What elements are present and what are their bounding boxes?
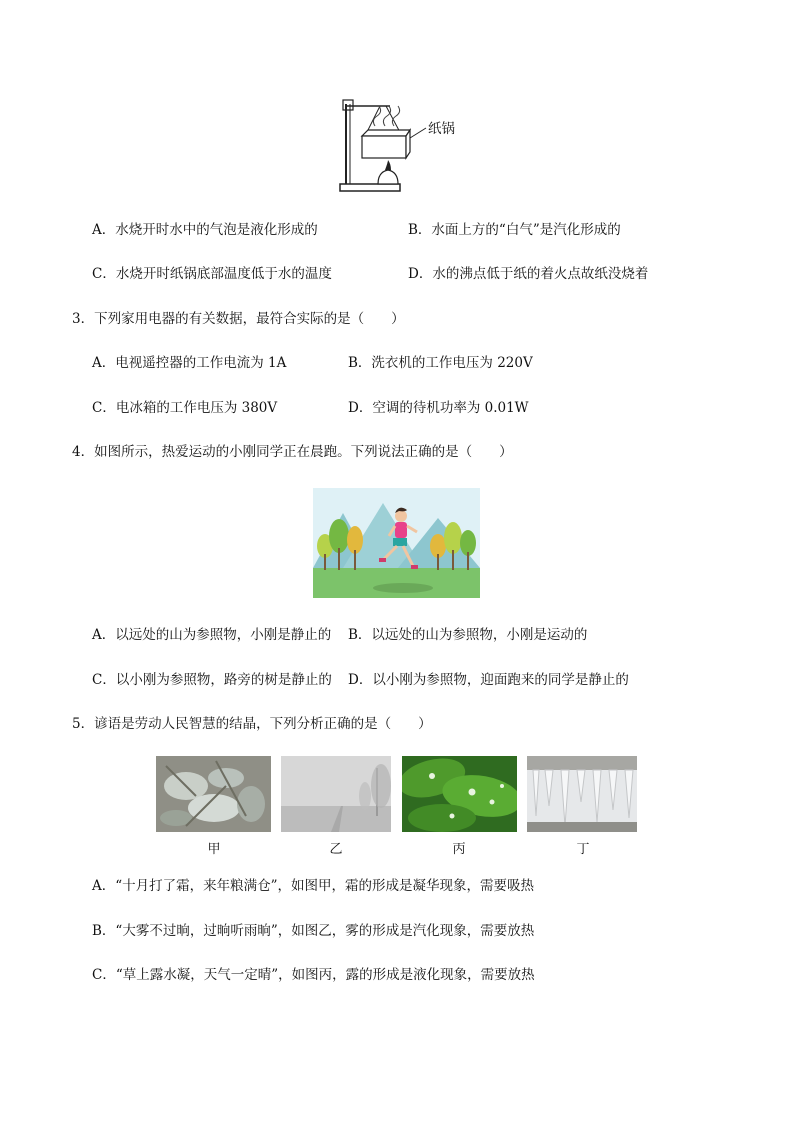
q2-option-a: A．水烧开时水中的气泡是液化形成的 xyxy=(92,222,318,238)
q4-stem: 4．如图所示，热爱运动的小刚同学正在晨跑。下列说法正确的是（ ） xyxy=(72,444,513,460)
q5-option-a: A．“十月打了霜，来年粮满仓”，如图甲，霜的形成是凝华现象，需要吸热 xyxy=(92,878,535,894)
caption-bing: 丙 xyxy=(452,842,466,857)
frost-photo xyxy=(156,756,271,832)
q3-stem: 3．下列家用电器的有关数据，最符合实际的是（ ） xyxy=(72,311,405,327)
caption-jia: 甲 xyxy=(207,842,221,857)
fog-photo xyxy=(281,756,391,832)
q5-stem: 5．谚语是劳动人民智慧的结晶，下列分析正确的是（ ） xyxy=(72,716,432,732)
q5-option-b: B．“大雾不过晌，过晌听雨晌”，如图乙，雾的形成是汽化现象，需要放热 xyxy=(92,923,535,939)
paper-pot-label: 纸锅 xyxy=(428,121,455,137)
q3-option-c: C．电冰箱的工作电压为 380V xyxy=(92,400,278,416)
caption-yi: 乙 xyxy=(329,842,343,857)
q4-option-a: A．以远处的山为参照物，小刚是静止的 xyxy=(92,627,332,643)
dew-photo xyxy=(402,756,517,832)
q4-option-c: C．以小刚为参照物，路旁的树是静止的 xyxy=(92,672,332,688)
q2-option-d: D．水的沸点低于纸的着火点故纸没烧着 xyxy=(408,266,649,282)
runner-illustration xyxy=(313,488,480,598)
q3-option-b: B．洗衣机的工作电压为 220V xyxy=(348,355,533,371)
q5-option-c: C．“草上露水凝，天气一定晴”，如图丙，露的形成是液化现象，需要放热 xyxy=(92,967,535,983)
q3-option-a: A．电视遥控器的工作电流为 1A xyxy=(92,355,287,371)
caption-ding: 丁 xyxy=(576,842,590,857)
paper-pot-apparatus-figure xyxy=(330,94,470,198)
q2-option-b: B．水面上方的“白气”是汽化形成的 xyxy=(408,222,621,238)
q2-option-c: C．水烧开时纸锅底部温度低于水的温度 xyxy=(92,266,332,282)
q4-option-d: D．以小刚为参照物，迎面跑来的同学是静止的 xyxy=(348,672,629,688)
q4-option-b: B．以远处的山为参照物，小刚是运动的 xyxy=(348,627,588,643)
q3-option-d: D．空调的待机功率为 0.01W xyxy=(348,400,529,416)
icicle-photo xyxy=(527,756,637,832)
